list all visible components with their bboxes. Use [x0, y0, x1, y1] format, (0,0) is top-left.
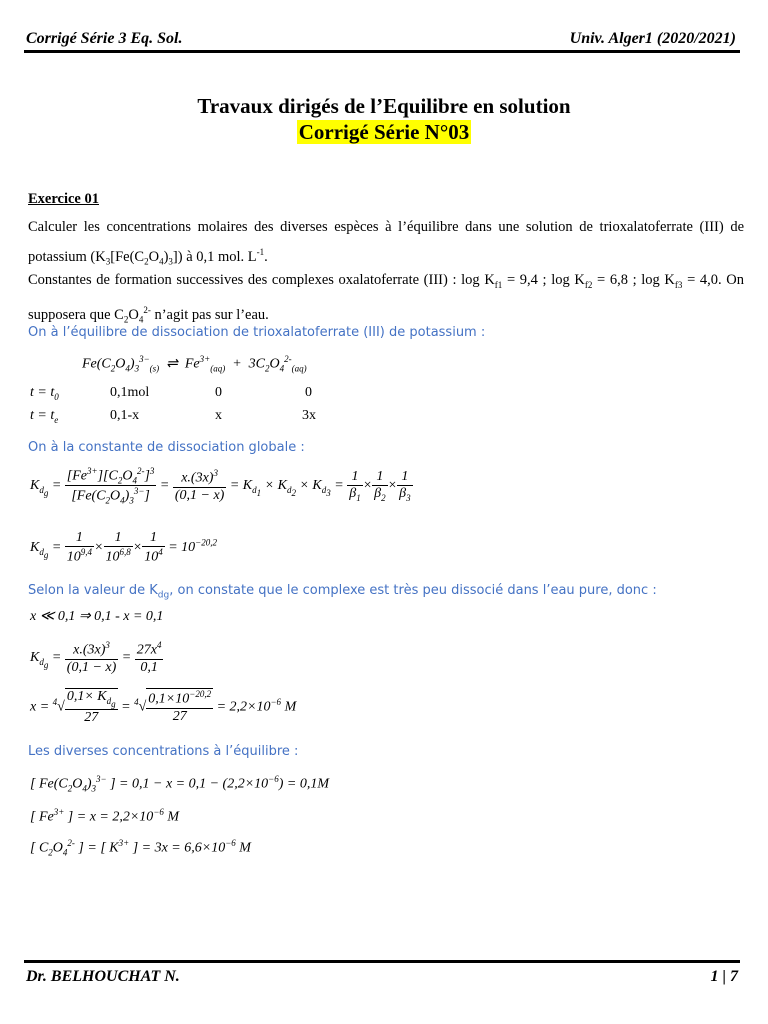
- kdg-approx: $K_{d_g}$ = $\frac{x.(3x)^3}{(0,1 - x)}$ = $\frac{27x^4}{0,1}$: [30, 640, 162, 675]
- solution-text-3: Selon la valeur de $K_{dg}$, on constate que le complexe est très peu dissocié dans l’eau pure, donc :: [28, 583, 657, 601]
- conc-complex: [ $Fe(C_2O_4)_3^{3-}$ ] = $0,1 - x = 0,1 - (2,2\times 10^{-6}) = 0,1M$: [30, 774, 330, 794]
- exercise-paragraph-1: Calculer les concentrations molaires des diverses espèces à l’équilibre dans une solution de trioxalatoferrate (III) de potassium $(K_3[Fe(C_2O_4)_3])$ à 0,1 mol. $L^{-1}$.: [28, 219, 744, 267]
- subtitle-highlight: Corrigé Série N°03: [298, 120, 470, 144]
- conc-c2o4: [ $C_2O_4^{2-}$ ] = [ $K^{3+}$ ] = $3x = 6,6\times 10^{-6}$ M: [30, 838, 251, 858]
- footer-author: Dr. BELHOUCHAT N.: [26, 968, 180, 985]
- solution-text-1: On à l’équilibre de dissociation de trioxalatoferrate (III) de potassium :: [28, 325, 486, 340]
- row-t0-c1: 0,1mol: [110, 385, 150, 400]
- row-te-c1: 0,1-x: [110, 408, 140, 423]
- conc-fe3: [ $Fe^{3+}$ ] = $x = 2,2\times 10^{-6}$ M: [30, 807, 180, 825]
- page-subtitle: [0, 120, 768, 145]
- reaction-equation: $Fe(C_2O_4)_3^{3-}_{(s)}$ ⇌ $Fe^{3+}_{(aq)} + 3C_2O_4^{2-}_{(aq)}$: [82, 354, 307, 374]
- footer-rule: [24, 960, 740, 963]
- kdg-value: $K_{d_g}$ = $\frac{1}{10^{9,4}}$ × $\frac{1}{10^{6,8}}$ × $\frac{1}{10^4}$ = $10^{-20,2}$: [30, 530, 217, 565]
- row-te-label: $t = t_e$: [30, 408, 59, 425]
- exercise-paragraph-2: Constantes de formation successives des complexes oxalatoferrate (III) : $\log K_{f1} = 9,4$ ; $\log K_{f2} = 6,8$ ; $\log K_{f3} = 4,0$. On supposera que $C_2O_4^{2-}$ n’agit pas sur l’eau.: [28, 272, 745, 325]
- header-rule: [24, 50, 740, 53]
- page-title: Travaux dirigés de l’Equilibre en solution: [197, 94, 571, 118]
- row-te-c2: x: [215, 408, 222, 423]
- row-t0-c3: 0: [305, 385, 312, 400]
- solution-text-2: On à la constante de dissociation globale :: [28, 440, 305, 455]
- solution-text-4: Les diverses concentrations à l’équilibre :: [28, 744, 299, 759]
- x-condition: x ≪ 0,1 ⇒ 0,1 - x = 0,1: [30, 609, 164, 624]
- page-number: 1 | 7: [710, 968, 738, 985]
- kdg-expression: $K_{d_g}$ = $\frac{[Fe^{3+}][C_2O_4^{2-}]^3}{[Fe(C_2O_4)_3^{3-}]}$ = $\frac{x.(3x)^3}{(0,1 - x)}$ = $K_{d_1} \times K_{d_2} \times K_{d_3}$ = $\frac{1}{\beta_1}$ × $\frac{1}{\beta_2}$ × $\frac{1}{\beta_3}$: [30, 466, 411, 506]
- exercise-heading: Exercice 01: [28, 191, 99, 207]
- row-te-c3: 3x: [302, 408, 316, 423]
- row-t0-label: $t = t_0$: [30, 385, 59, 402]
- row-t0-c2: 0: [215, 385, 222, 400]
- x-solution: x = $^4$√ $\frac{0,1\times K_{d_g}}{27}$ = $^4$√ $\frac{0,1\times 10^{-20,2}}{27}$ = $2,2\times 10^{-6}$ M: [30, 689, 297, 725]
- header-left: Corrigé Série 3 Eq. Sol.: [26, 30, 183, 47]
- header-right: Univ. Alger1 (2020/2021): [569, 30, 736, 47]
